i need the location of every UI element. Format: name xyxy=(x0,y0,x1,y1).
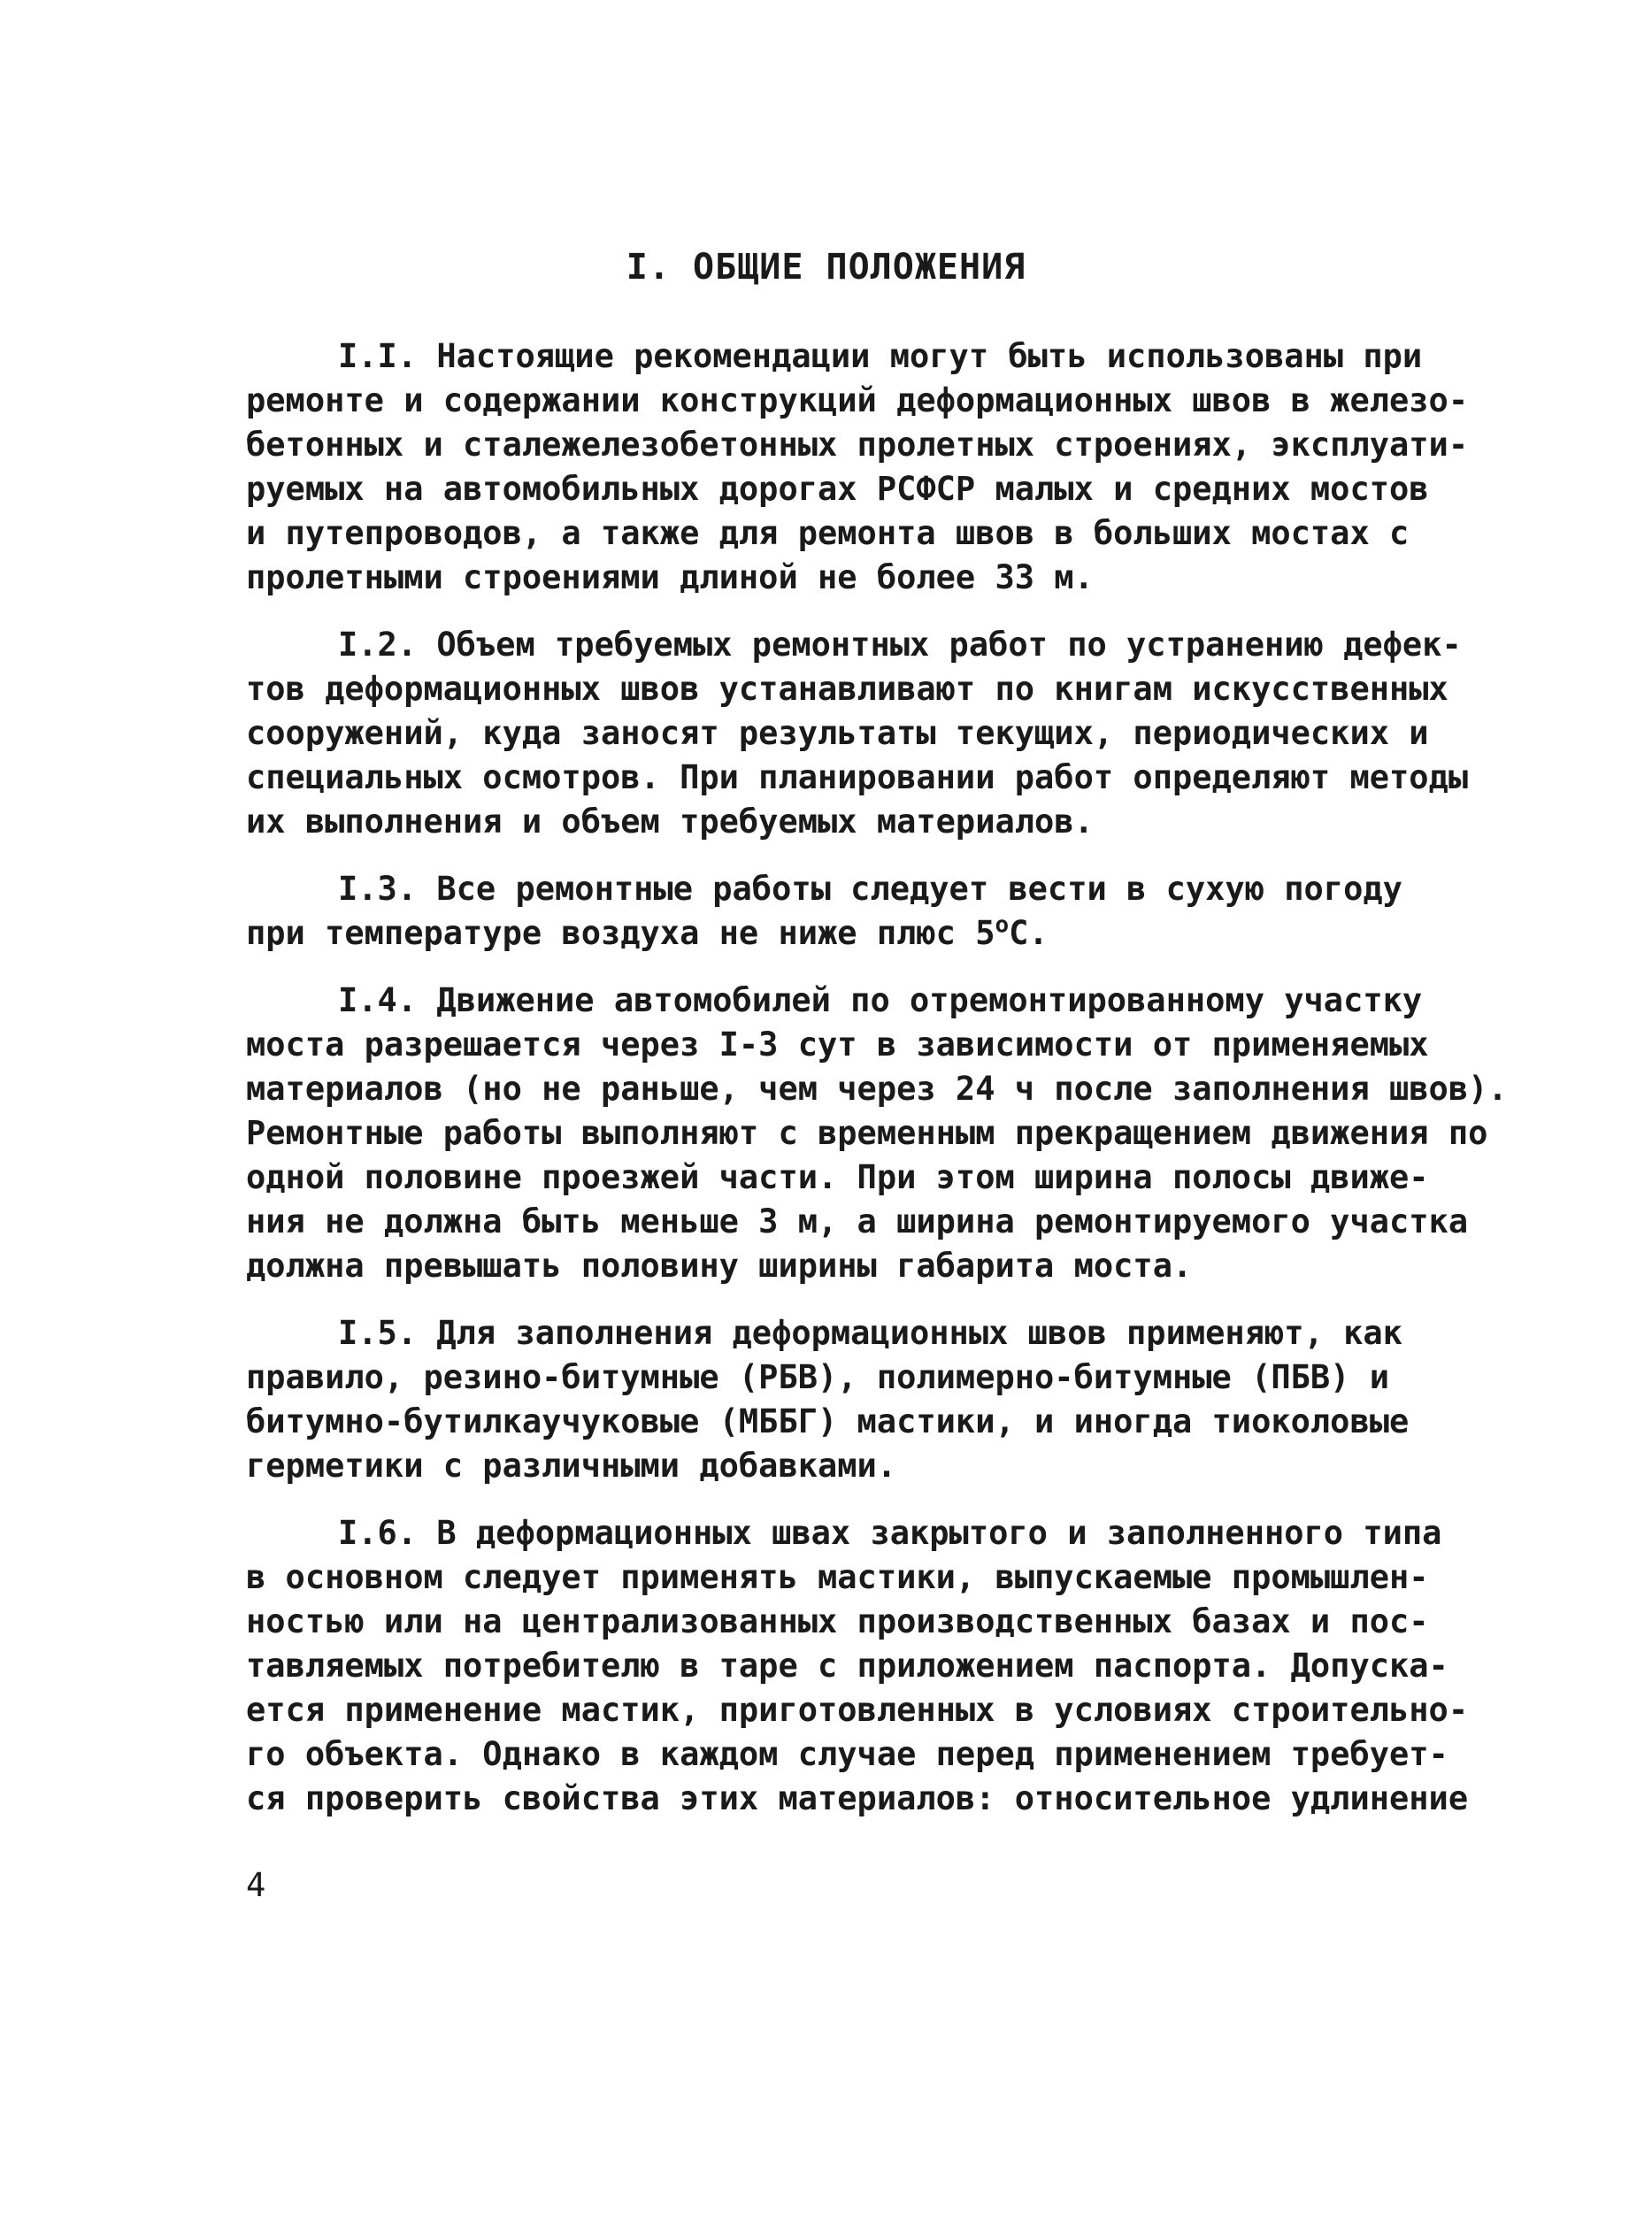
unit-suffix: С. xyxy=(1009,914,1049,952)
paragraph-line: правило, резино-битумные (РБВ), полимерно-битумные (ПБВ) и xyxy=(246,1358,1390,1396)
paragraph-4 xyxy=(246,979,1508,1288)
paragraph-line: бетонных и сталежелезобетонных пролетных строениях, эксплуати- xyxy=(246,426,1469,464)
paragraph-line: и путепроводов, а также для ремонта швов в больших мостах с xyxy=(246,514,1410,552)
paragraph-5 xyxy=(246,1311,1410,1488)
page-number: 4 xyxy=(246,1866,266,1904)
paragraph-line: специальных осмотров. При планировании работ определяют методы xyxy=(246,758,1469,796)
paragraph-line: ется применение мастик, приготовленных в условиях строительно- xyxy=(246,1691,1469,1729)
paragraph-2 xyxy=(246,623,1469,844)
paragraph-line: I.2. Объем требуемых ремонтных работ по устранению дефек- xyxy=(338,626,1462,664)
paragraph-line: ся проверить свойства этих материалов: относительное удлинение xyxy=(246,1779,1469,1817)
paragraph-line: руемых на автомобильных дорогах РСФСР малых и средних мостов xyxy=(246,470,1429,508)
paragraph-line: ностью или на централизованных производственных базах и пос- xyxy=(246,1602,1429,1640)
paragraph-line: при температуре воздуха не ниже плюс $5^оС$. xyxy=(246,911,1049,952)
paragraph-line: материалов (но не раньше, чем через 24 ч после заполнения швов). xyxy=(246,1070,1508,1108)
paragraph-3 xyxy=(246,867,1402,956)
paragraph-line: их выполнения и объем требуемых материалов. xyxy=(246,803,1094,841)
paragraph-line: ремонте и содержании конструкций деформационных швов в железо- xyxy=(246,381,1469,419)
paragraph-6 xyxy=(246,1511,1469,1821)
paragraph-line: пролетными строениями длиной не более 33 м. xyxy=(246,558,1094,596)
paragraph-1 xyxy=(246,334,1469,600)
paragraph-line: сооружений, куда заносят результаты текущих, периодических и xyxy=(246,714,1429,752)
paragraph-line: I.6. В деформационных швах закрытого и заполненного типа xyxy=(338,1514,1442,1552)
paragraph-line: го объекта. Однако в каждом случае перед применением требует- xyxy=(246,1735,1448,1773)
paragraph-line: тавляемых потребителю в таре с приложением паспорта. Допуска- xyxy=(246,1647,1448,1685)
paragraph-line: одной половине проезжей части. При этом ширина полосы движе- xyxy=(246,1158,1429,1196)
paragraph-line: битумно-бутилкаучуковые (МББГ) мастики, и иногда тиоколовые xyxy=(246,1402,1410,1440)
paragraph-line: I.4. Движение автомобилей по отремонтированному участку xyxy=(338,981,1423,1019)
paragraph-line: в основном следует применять мастики, выпускаемые промышлен- xyxy=(246,1558,1429,1596)
paragraph-line: I.I. Настоящие рекомендации могут быть использованы при xyxy=(338,337,1423,375)
body-text xyxy=(246,334,1508,1844)
paragraph-line: ния не должна быть меньше 3 м, а ширина ремонтируемого участка xyxy=(246,1202,1469,1240)
paragraph-line: Ремонтные работы выполняют с временным прекращением движения по xyxy=(246,1114,1488,1152)
paragraph-line: I.3. Все ремонтные работы следует вести в сухую погоду xyxy=(338,870,1402,908)
paragraph-line: тов деформационных швов устанавливают по книгам искусственных xyxy=(246,670,1448,708)
paragraph-line: герметики с различными добавками. xyxy=(246,1447,897,1485)
degree-superscript: о xyxy=(995,911,1010,939)
paragraph-line: должна превышать половину ширины габарита моста. xyxy=(246,1247,1193,1285)
paragraph-line: моста разрешается через I-3 сут в зависимости от применяемых xyxy=(246,1025,1429,1064)
section-title: I. ОБЩИЕ ПОЛОЖЕНИЯ xyxy=(626,247,1026,288)
paragraph-line: I.5. Для заполнения деформационных швов применяют, как xyxy=(338,1314,1402,1352)
